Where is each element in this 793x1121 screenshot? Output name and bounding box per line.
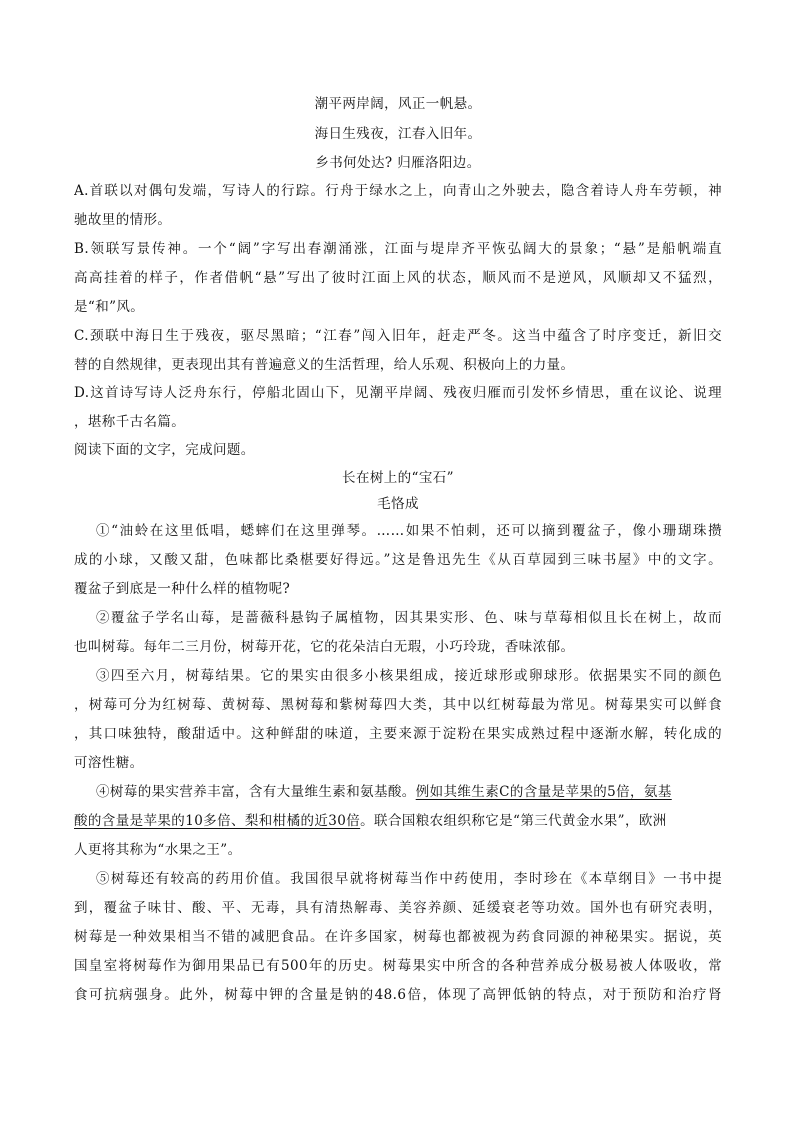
option-c-line-1: C.颈联中海日生于残夜，驱尽黑暗；“江春”闯入旧年，赶走严冬。这当中蕴含了时序变迁，新旧交 [74, 328, 722, 344]
paragraph-4-underlined-text: 例如其维生素C的含量是苹果的5倍，氨基 [415, 784, 672, 800]
paragraph-5-line-4: 国皇室将树莓作为御用果品已有500年的历史。树莓果实中所含的各种营养成分极易被人体吸收，常 [74, 958, 722, 974]
paragraph-4-underlined-text: 酸的含量是苹果的10多倍、梨和柑橘的近30倍 [74, 813, 361, 829]
paragraph-1-line-2: 成的小球，又酸又甜，色味都比桑椹要好得远。”这是鲁迅先生《从百草园到三味书屋》中的文字。 [74, 552, 722, 568]
paragraph-5-line-5: 食可抗病强身。此外，树莓中钾的含量是钠的48.6倍，体现了高钾低钠的特点，对于预防和治疗肾 [74, 987, 722, 1003]
article-author: 毛恪成 [377, 496, 419, 512]
option-c-line-2: 替的自然规律，更表现出其有普遍意义的生活哲理，给人乐观、积极向上的力量。 [74, 357, 575, 373]
poem-line-3: 乡书何处达? 归雁洛阳边。 [315, 155, 481, 171]
option-b-line-2: 高高挂着的样子，作者借帆“悬”写出了彼时江面上风的状态，顺风而不是逆风，风顺却又不猛烈， [74, 270, 722, 286]
option-a-line-2: 驰故里的情形。 [74, 212, 172, 228]
option-d-line-2: ，堪称千古名篇。 [74, 414, 186, 430]
reading-instruction: 阅读下面的文字，完成问题。 [74, 442, 255, 458]
paragraph-4-plain-text: ④树莓的果实营养丰富，含有大量维生素和氨基酸。 [96, 784, 416, 800]
paragraph-4-line-1 [96, 782, 722, 802]
option-a-line-1: A.首联以对偶句发端，写诗人的行踪。行舟于绿水之上，向青山之外驶去，隐含着诗人舟车劳顿，神 [74, 183, 722, 199]
option-b-line-3: 是“和”风。 [74, 299, 145, 315]
option-d-line-1: D.这首诗写诗人泛舟东行，停船北固山下，见潮平岸阔、残夜归雁而引发怀乡情思，重在议论、说理 [74, 385, 722, 401]
paragraph-3-line-3: ，其口味独特，酸甜适中。这种鲜甜的味道，主要来源于淀粉在果实成熟过程中逐渐水解，转化成的 [74, 726, 722, 742]
option-b-line-1: B.领联写景传神。一个“阔”字写出春潮涌涨，江面与堤岸齐平恢弘阔大的景象；“悬”是船帆端直 [74, 241, 722, 257]
paragraph-2-line-1: ②覆盆子学名山莓，是蔷薇科悬钩子属植物，因其果实形、色、味与草莓相似且长在树上，故而 [96, 610, 722, 626]
paragraph-1-line-3: 覆盆子到底是一种什么样的植物呢? [74, 581, 291, 597]
paragraph-1-line-1: ①“油蛉在这里低唱，蟋蟀们在这里弹琴。……如果不怕刺，还可以摘到覆盆子，像小珊瑚珠攒 [96, 523, 722, 539]
paragraph-4-line-2 [74, 811, 722, 831]
paragraph-3-line-1: ③四至六月，树莓结果。它的果实由很多小核果组成，接近球形或卵球形。依据果实不同的颜色 [96, 668, 722, 684]
paragraph-3-line-4: 可溶性糖。 [74, 755, 144, 771]
paragraph-3-line-2: ，树莓可分为红树莓、黄树莓、黑树莓和紫树莓四大类，其中以红树莓最为常见。树莓果实可以鲜食 [74, 697, 722, 713]
paragraph-4-line-3: 人更将其称为“水果之王”。 [74, 842, 242, 858]
poem-line-1: 潮平两岸阔，风正一帆悬。 [314, 96, 482, 112]
paragraph-2-line-2: 也叫树莓。每年二三月份，树莓开花，它的花朵洁白无瑕，小巧玲珑，香味浓郁。 [74, 639, 575, 655]
poem-line-2: 海日生残夜，江春入旧年。 [314, 126, 482, 142]
paragraph-4-plain-text: 。联合国粮农组织称它是“第三代黄金水果”，欧洲 [360, 813, 667, 829]
paragraph-5-line-1: ⑤树莓还有较高的药用价值。我国很早就将树莓当作中药使用，李时珍在《本草纲目》一书中提 [96, 871, 722, 887]
article-title: 长在树上的“宝石” [342, 470, 454, 486]
paragraph-5-line-3: 树莓是一种效果相当不错的减肥食品。在许多国家，树莓也都被视为药食同源的神秘果实。据说，英 [74, 929, 722, 945]
paragraph-5-line-2: 到，覆盆子味甘、酸、平、无毒，具有清热解毒、美容养颜、延缓衰老等功效。国外也有研究表明， [74, 900, 722, 916]
